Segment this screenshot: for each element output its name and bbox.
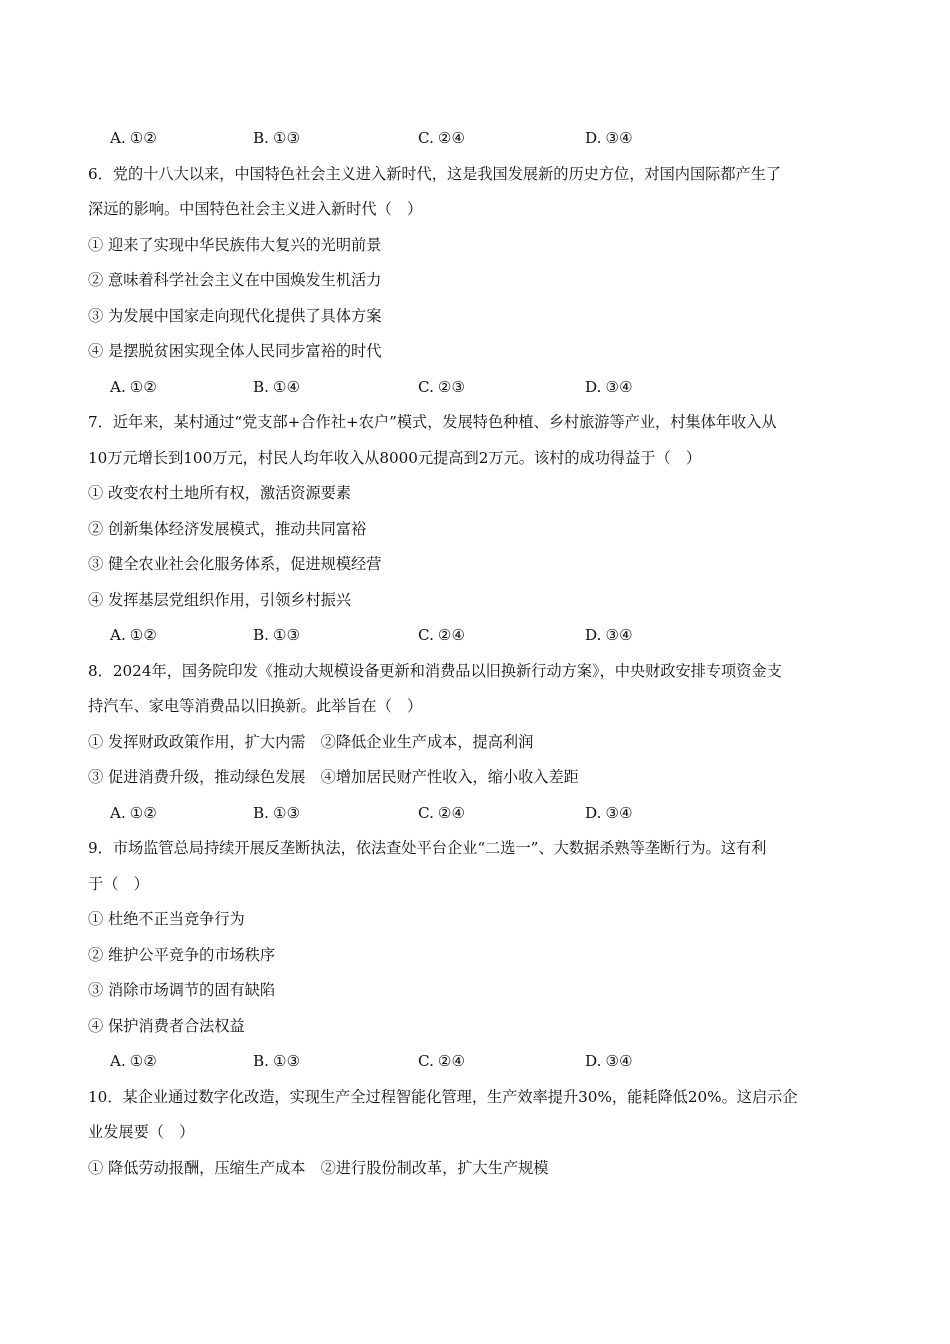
choice-d: D. ③④	[585, 1052, 633, 1070]
prev-question-choices	[88, 121, 863, 157]
question-option: ① 降低劳动报酬，压缩生产成本 ②进行股份制改革，扩大生产规模	[88, 1158, 549, 1177]
choice-c: C. ②④	[418, 803, 466, 822]
question-stem: 8．2024年，国务院印发《推动大规模设备更新和消费品以旧换新行动方案》，中央财政安排专项资金支	[88, 661, 782, 680]
choice-c: C. ②④	[418, 1052, 466, 1070]
choice-c: C. ②④	[418, 129, 466, 147]
question-stem: 10．某企业通过数字化改造，实现生产全过程智能化管理，生产效率提升30%，能耗降低20%。这启示企	[88, 1087, 798, 1106]
question-9	[88, 831, 863, 1080]
question-option: ④ 是摆脱贫困实现全体人民同步富裕的时代	[88, 342, 382, 360]
question-option: ① 杜绝不正当竞争行为	[88, 910, 245, 928]
question-stem: 持汽车、家电等消费品以旧换新。此举旨在（ ）	[88, 697, 423, 715]
choice-a: A. ①②	[110, 803, 158, 822]
question-option: ② 意味着科学社会主义在中国焕发生机活力	[88, 271, 382, 289]
question-option: ③ 为发展中国家走向现代化提供了具体方案	[88, 306, 382, 325]
question-stem: 于（ ）	[88, 874, 149, 893]
question-7	[88, 405, 863, 654]
question-stem: 9．市场监管总局持续开展反垄断执法，依法查处平台企业“二选一”、大数据杀熟等垄断行为。这有利	[88, 839, 767, 857]
choice-c: C. ②④	[418, 626, 466, 644]
question-option: ① 发挥财政政策作用，扩大内需 ②降低企业生产成本，提高利润	[88, 732, 534, 751]
choice-d: D. ③④	[585, 377, 633, 396]
question-option: ④ 发挥基层党组织作用，引领乡村振兴	[88, 590, 352, 609]
choice-b: B. ①③	[253, 803, 301, 822]
question-6	[88, 157, 863, 406]
question-stem: 业发展要（ ）	[88, 1123, 195, 1141]
choice-c: C. ②③	[418, 377, 466, 396]
choice-b: B. ①④	[253, 377, 301, 396]
question-option: ③ 健全农业社会化服务体系，促进规模经营	[88, 555, 382, 573]
question-8	[88, 654, 863, 832]
question-10	[88, 1080, 863, 1187]
choice-d: D. ③④	[585, 129, 633, 147]
question-option: ① 改变农村土地所有权，激活资源要素	[88, 484, 352, 502]
question-stem: 10万元增长到100万元，村民人均年收入从8000元提高到2万元。该村的成功得益于（ ）	[88, 448, 702, 467]
question-option: ② 创新集体经济发展模式，推动共同富裕	[88, 519, 367, 538]
question-option: ③ 促进消费升级，推动绿色发展 ④增加居民财产性收入，缩小收入差距	[88, 768, 579, 786]
question-option: ③ 消除市场调节的固有缺陷	[88, 981, 276, 999]
choice-b: B. ①③	[253, 129, 301, 147]
question-option: ① 迎来了实现中华民族伟大复兴的光明前景	[88, 235, 382, 254]
choice-a: A. ①②	[110, 129, 158, 147]
question-choices	[88, 370, 863, 406]
question-option: ② 维护公平竞争的市场秩序	[88, 945, 276, 964]
question-choices	[88, 618, 863, 654]
choice-a: A. ①②	[110, 626, 158, 644]
question-stem: 7．近年来，某村通过“党支部+合作社+农户”模式，发展特色种植、乡村旅游等产业，村集体年收入从	[88, 413, 777, 431]
question-list	[88, 121, 863, 1186]
question-option: ④ 保护消费者合法权益	[88, 1016, 245, 1035]
question-choices	[88, 796, 863, 832]
choice-b: B. ①③	[253, 626, 301, 644]
choice-a: A. ①②	[110, 1052, 158, 1070]
choice-a: A. ①②	[110, 377, 158, 396]
question-stem: 6．党的十八大以来，中国特色社会主义进入新时代，这是我国发展新的历史方位，对国内国际都产生了	[88, 164, 782, 183]
choice-b: B. ①③	[253, 1052, 301, 1070]
choice-d: D. ③④	[585, 626, 633, 644]
question-stem: 深远的影响。中国特色社会主义进入新时代（ ）	[88, 200, 423, 218]
question-choices	[88, 1044, 863, 1080]
choice-d: D. ③④	[585, 803, 633, 822]
